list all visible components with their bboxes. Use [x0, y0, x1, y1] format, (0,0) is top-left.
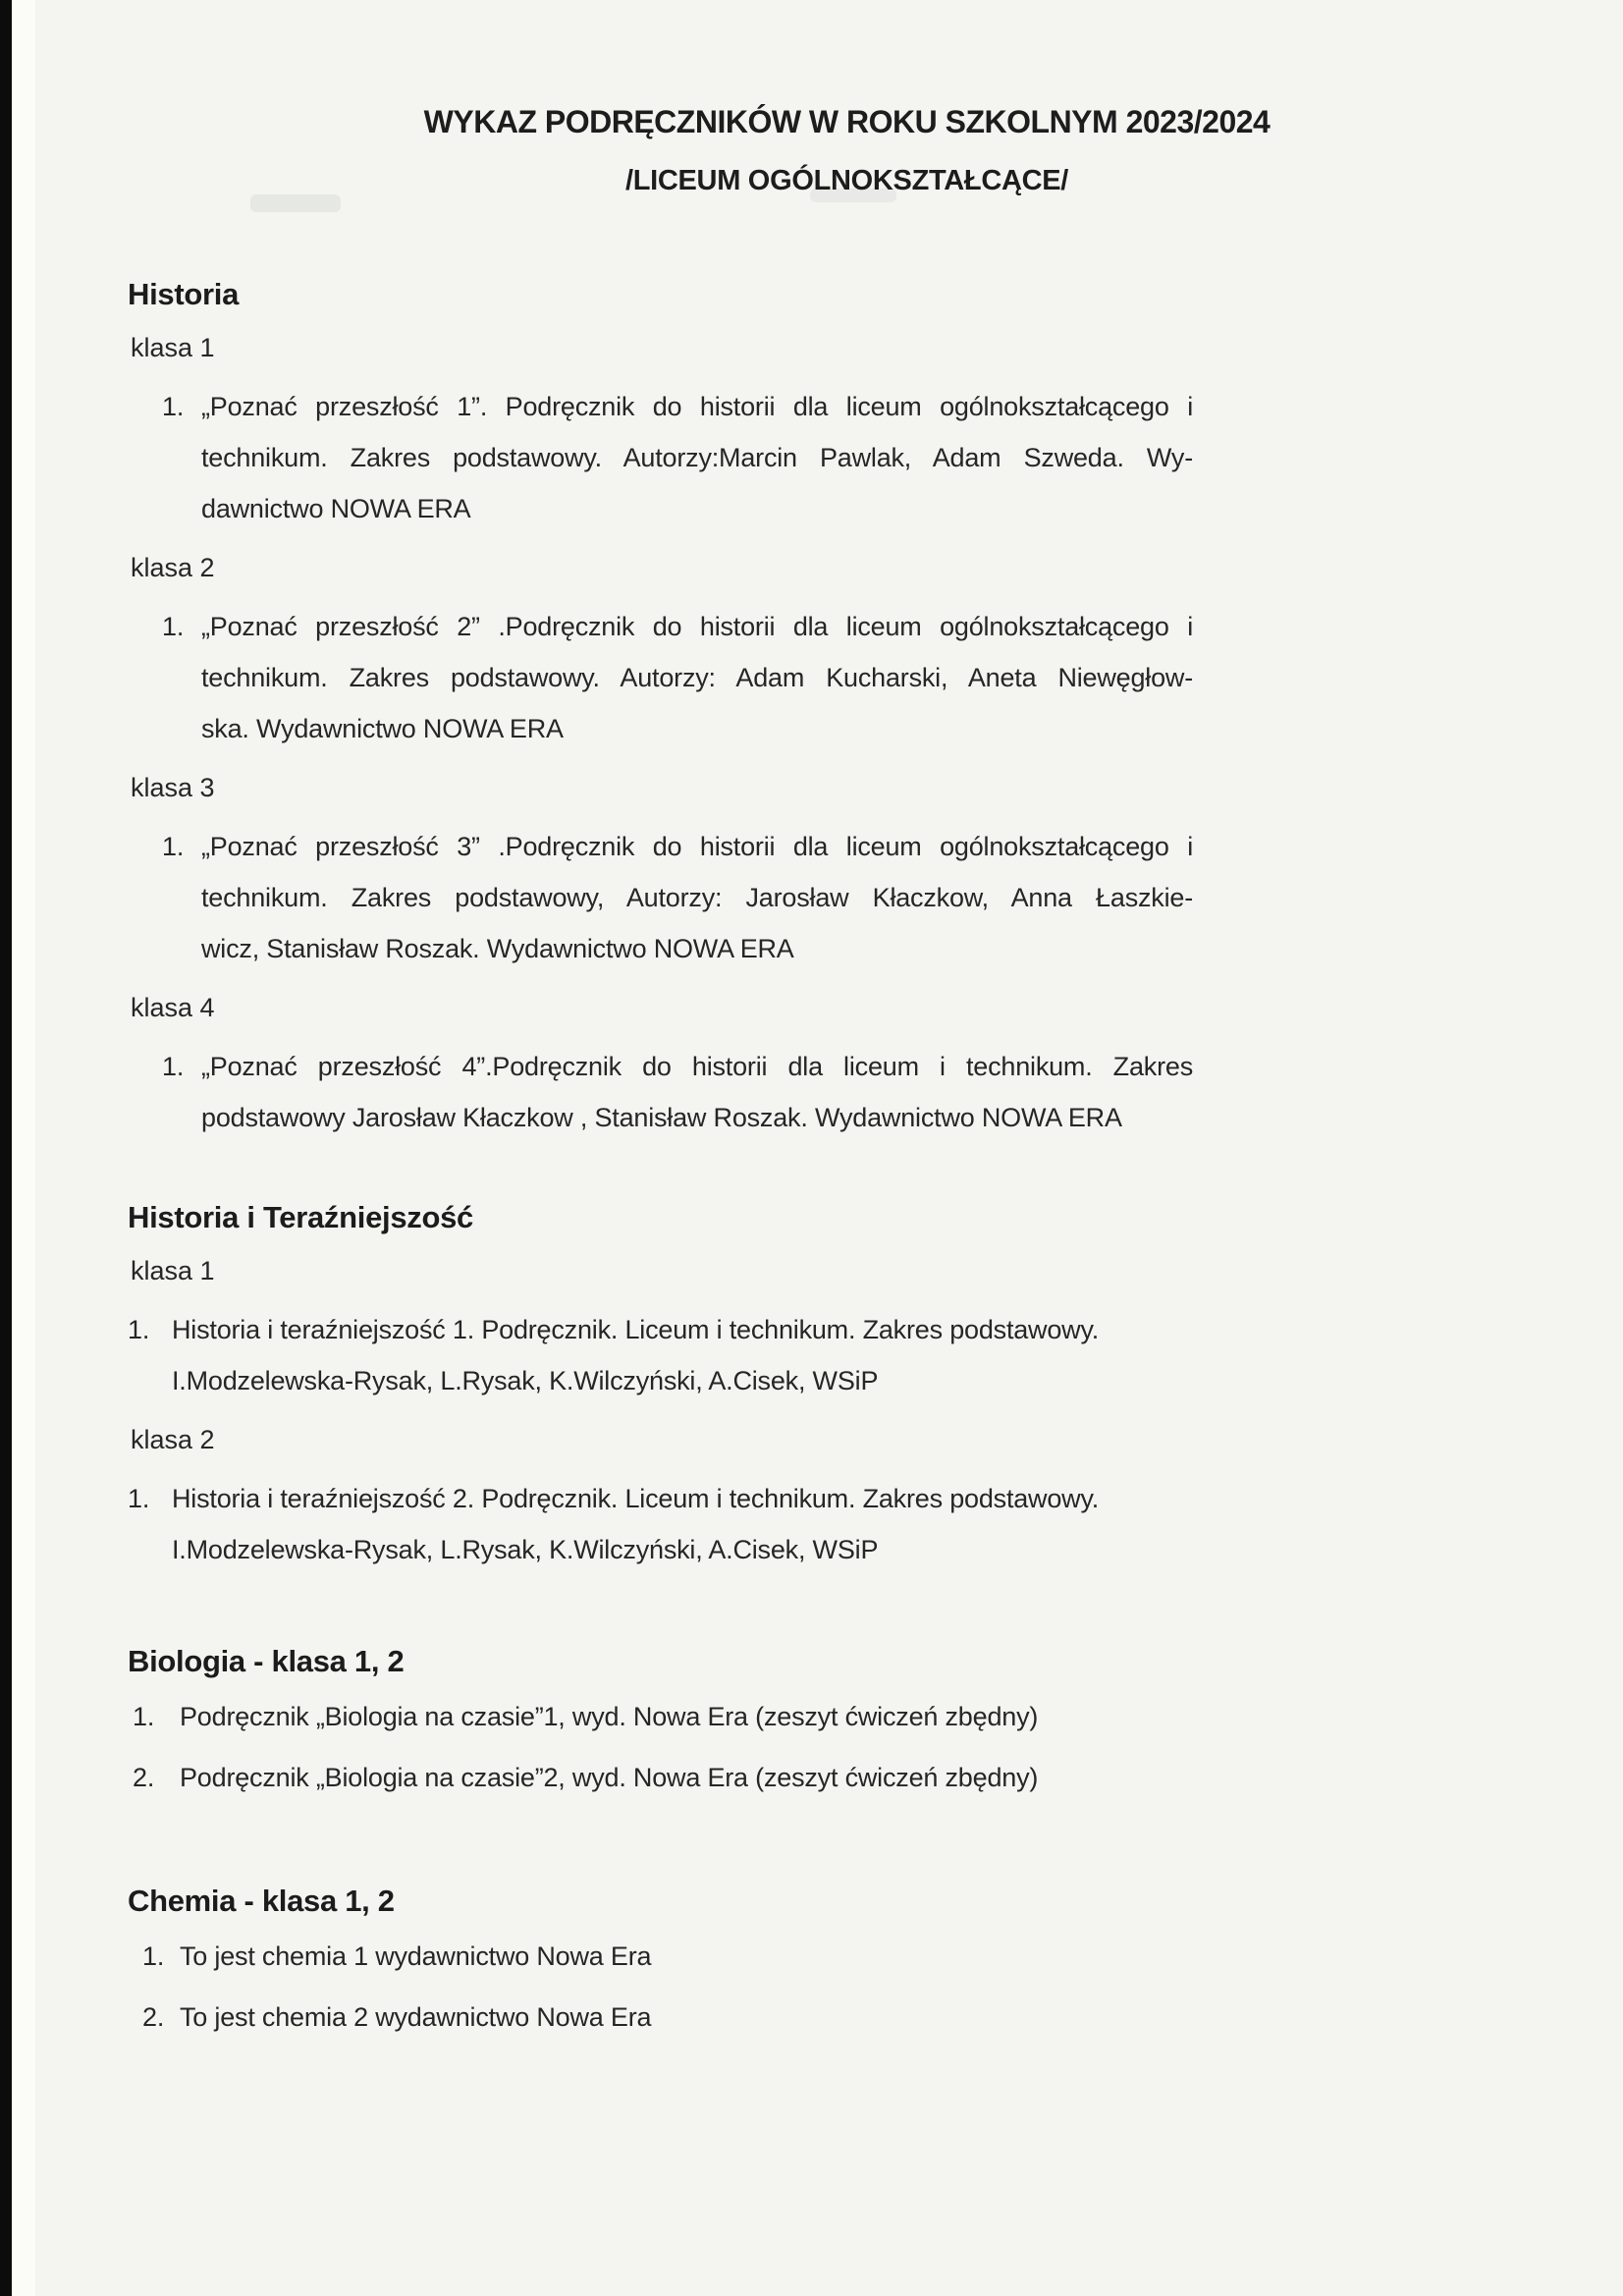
- section-historia-i-terazniejszosc: [128, 1198, 1193, 1575]
- book-item: [128, 1304, 1193, 1406]
- section-heading: Biologia - klasa 1, 2: [128, 1644, 405, 1678]
- section-heading: Chemia - klasa 1, 2: [128, 1884, 395, 1918]
- item-text: „Poznać przeszłość 1”. Podręcznik do historii dla liceum ogólnokształcącego i technikum. Zakres podstawowy. Autorzy:Marcin Pawlak, Adam Szweda. Wy- dawnictwo NOWA ERA: [201, 392, 1193, 523]
- item-number: 1.: [133, 1702, 155, 1731]
- item-number: 1.: [162, 392, 185, 421]
- document-subtitle: /LICEUM OGÓLNOKSZTAŁCĄCE/: [624, 165, 1069, 196]
- klasa-label: klasa 2: [131, 1425, 215, 1454]
- item-text: Podręcznik „Biologia na czasie”2, wyd. Nowa Era (zeszyt ćwiczeń zbędny): [180, 1763, 1039, 1792]
- klasa-label: klasa 2: [131, 553, 215, 582]
- section-historia: [128, 275, 1193, 1143]
- book-item: [128, 601, 1193, 754]
- item-text: „Poznać przeszłość 2” .Podręcznik do historii dla liceum ogólnokształcącego i technikum. Zakres podstawowy. Autorzy: Adam Kucharski, Aneta Niewęgłow- ska. Wydawnictwo NOWA ERA: [201, 612, 1193, 743]
- item-number: 1.: [162, 1052, 185, 1081]
- book-item: [128, 381, 1193, 534]
- book-item: [128, 1752, 1193, 1803]
- item-text: „Poznać przeszłość 3” .Podręcznik do historii dla liceum ogólnokształcącego i technikum. Zakres podstawowy, Autorzy: Jarosław Kłaczkow, Anna Łaszkie- wicz, Stanisław Roszak. Wydawnictwo NOWA ERA: [201, 832, 1193, 963]
- book-item: [128, 1041, 1193, 1143]
- item-text: To jest chemia 1 wydawnictwo Nowa Era: [180, 1941, 652, 1971]
- document-body: [128, 0, 1193, 2043]
- item-number: 1.: [142, 1941, 165, 1971]
- section-chemia: [128, 1882, 1193, 2043]
- document-title: WYKAZ PODRĘCZNIKÓW W ROKU SZKOLNYM 2023/2024: [423, 104, 1271, 139]
- item-number: 1.: [162, 832, 185, 861]
- item-text: To jest chemia 2 wydawnictwo Nowa Era: [180, 2002, 652, 2032]
- book-item: [128, 1691, 1193, 1742]
- klasa-label: klasa 1: [131, 333, 215, 362]
- book-item: [128, 1473, 1193, 1575]
- klasa-label: klasa 1: [131, 1256, 215, 1285]
- item-text: „Poznać przeszłość 4”.Podręcznik do historii dla liceum i technikum. Zakres podstawowy Jarosław Kłaczkow , Stanisław Roszak. Wydawnictwo NOWA ERA: [201, 1052, 1193, 1132]
- item-number: 1.: [128, 1315, 150, 1344]
- item-text: Historia i teraźniejszość 2. Podręcznik. Liceum i technikum. Zakres podstawowy. I.Modzelewska-Rysak, L.Rysak, K.Wilczyński, A.Cisek, WSiP: [172, 1484, 1100, 1564]
- section-biologia: [128, 1642, 1193, 1803]
- scan-edge-strip: [0, 0, 12, 2296]
- item-text: Podręcznik „Biologia na czasie”1, wyd. Nowa Era (zeszyt ćwiczeń zbędny): [180, 1702, 1039, 1731]
- item-text: Historia i teraźniejszość 1. Podręcznik. Liceum i technikum. Zakres podstawowy. I.Modzelewska-Rysak, L.Rysak, K.Wilczyński, A.Cisek, WSiP: [172, 1315, 1100, 1395]
- item-number: 1.: [162, 612, 185, 641]
- klasa-label: klasa 4: [131, 993, 215, 1022]
- book-item: [128, 1992, 1193, 2043]
- scan-gutter-strip: [12, 0, 35, 2296]
- klasa-label: klasa 3: [131, 773, 215, 802]
- book-item: [128, 821, 1193, 974]
- book-item: [128, 1931, 1193, 1982]
- section-heading: Historia: [128, 277, 240, 311]
- item-number: 2.: [133, 1763, 155, 1792]
- item-number: 1.: [128, 1484, 150, 1513]
- section-heading: Historia i Teraźniejszość: [128, 1200, 473, 1234]
- item-number: 2.: [142, 2002, 165, 2032]
